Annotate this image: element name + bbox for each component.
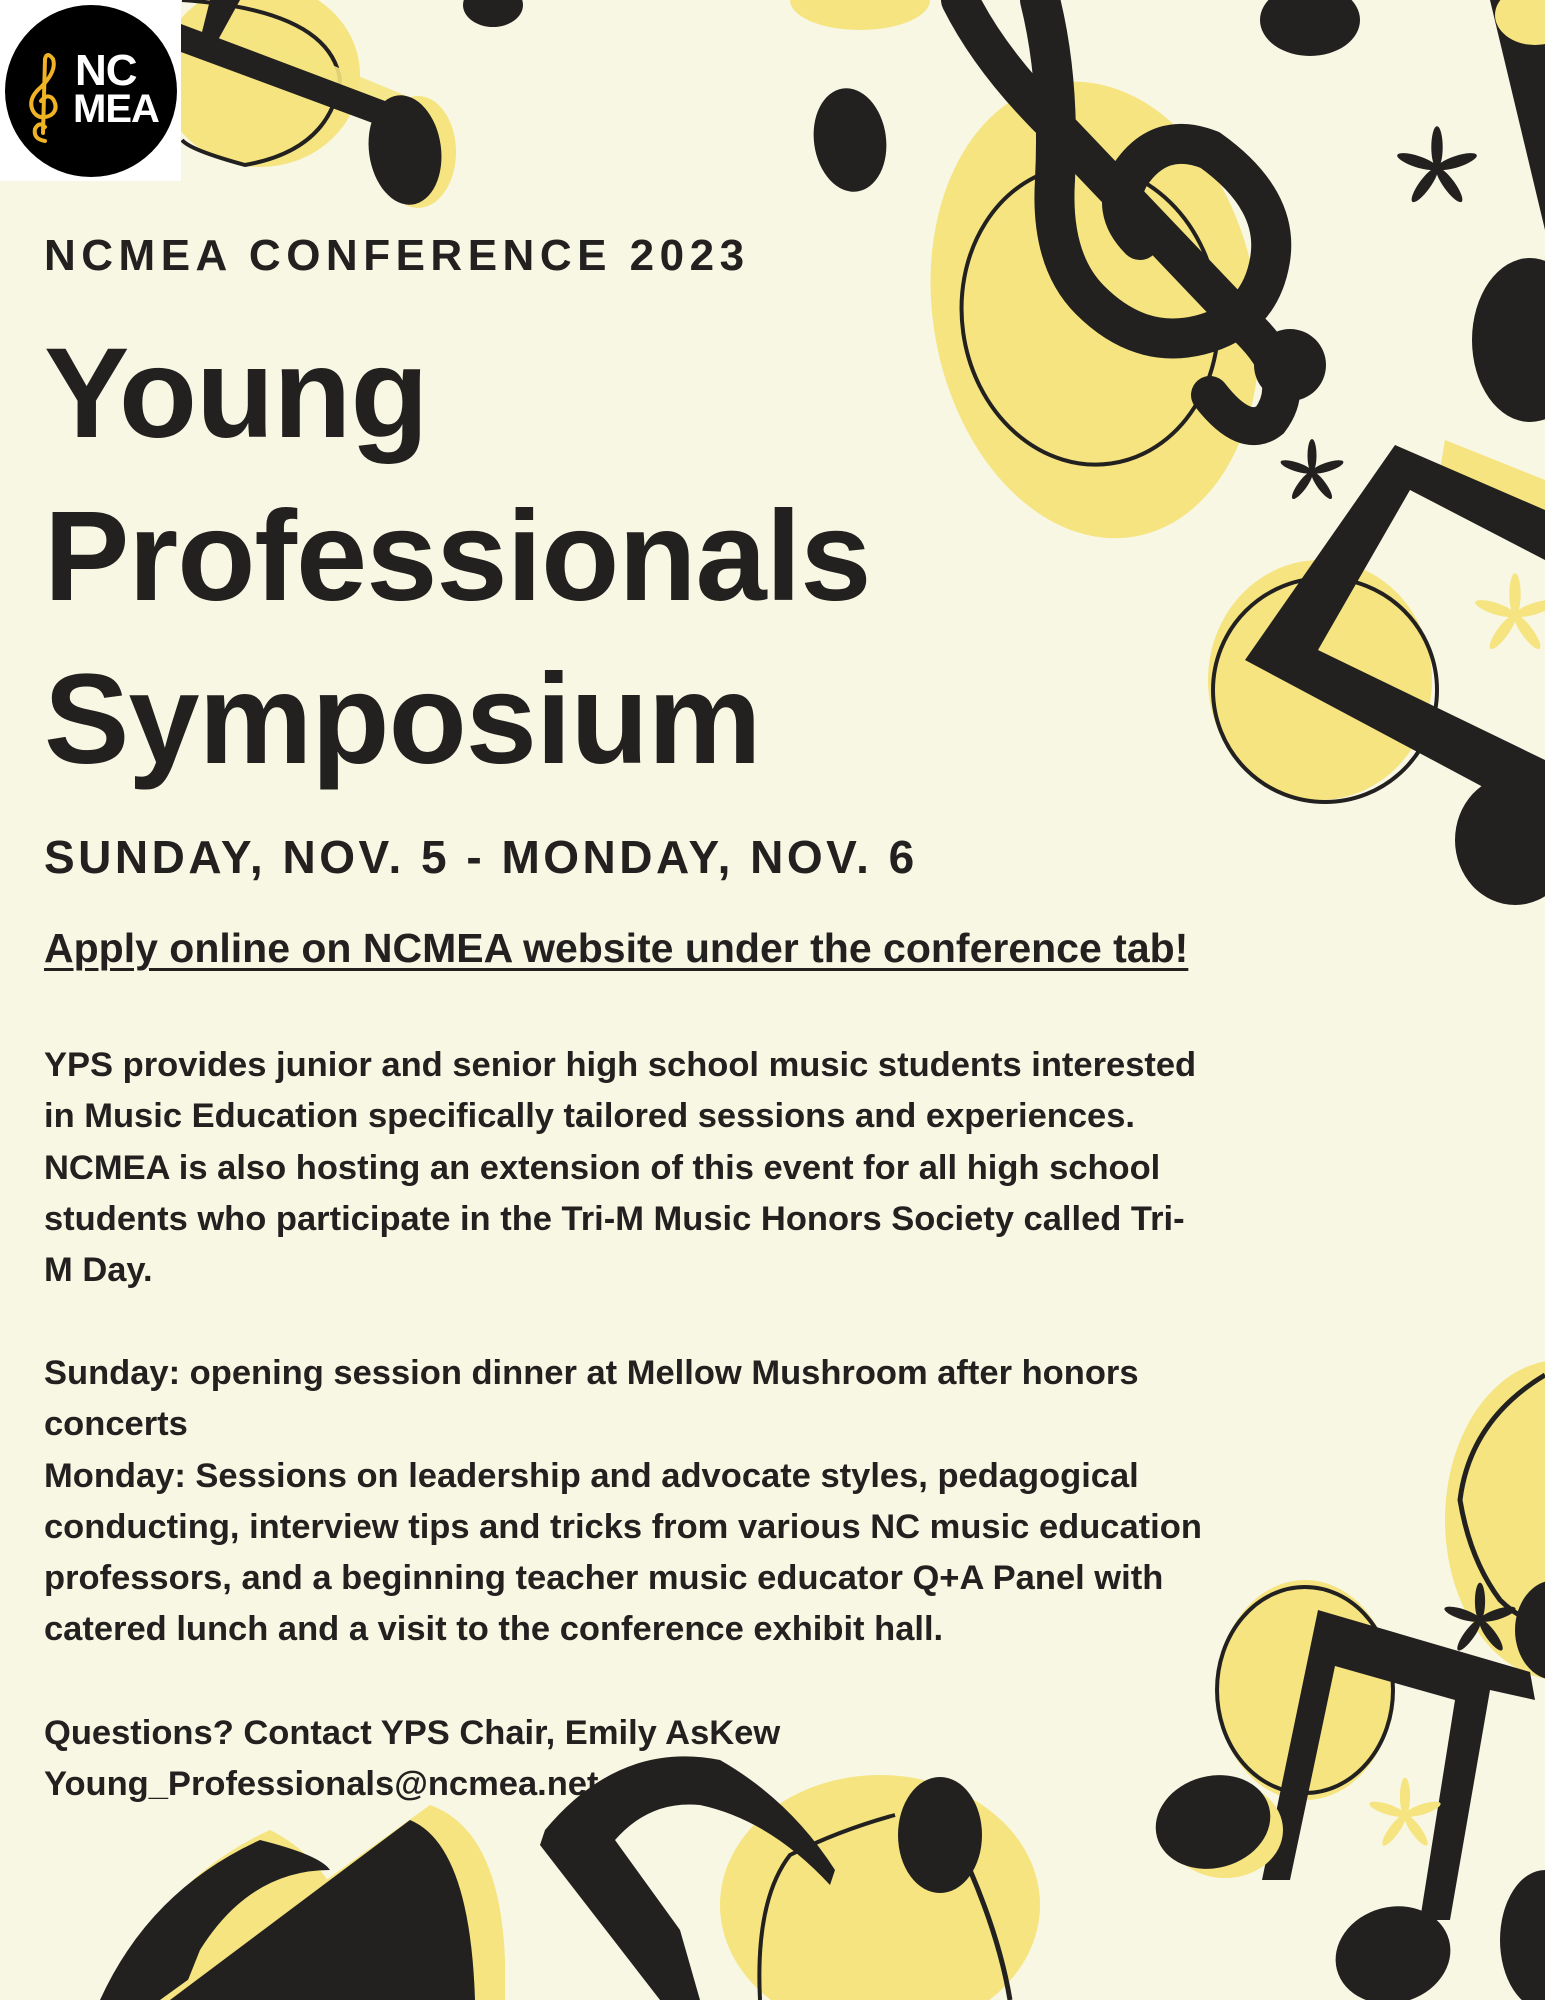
contact-paragraph	[44, 1708, 780, 1811]
contact-line: Questions? Contact YPS Chair, Emily AsKew	[44, 1714, 781, 1752]
treble-clef-icon	[790, 0, 1360, 565]
title-line: Symposium	[44, 648, 761, 791]
logo-circle	[5, 5, 177, 177]
schedule-sunday-line: Sunday: opening session dinner at Mellow Mushroom after honors	[44, 1354, 1139, 1392]
schedule-monday-line: catered lunch and a visit to the conference exhibit hall.	[44, 1610, 944, 1649]
paragraph-line: NCMEA is also hosting an extension of this event for all high school	[44, 1148, 1161, 1187]
ncmea-logo	[0, 0, 181, 181]
intro-paragraph	[44, 1040, 1196, 1296]
schedule-monday-line: Monday: Sessions on leadership and advocate styles, pedagogical	[44, 1456, 1139, 1495]
treble-clef-icon	[23, 53, 63, 143]
page-title	[44, 312, 870, 801]
paragraph-line: M Day.	[44, 1251, 153, 1290]
paragraph-line: YPS provides junior and senior high school music students interested	[44, 1046, 1197, 1084]
schedule-paragraph	[44, 1348, 1202, 1656]
eighth-notes-icon	[160, 0, 893, 209]
event-dates: SUNDAY, NOV. 5 - MONDAY, NOV. 6	[44, 831, 918, 883]
paragraph-line: students who participate in the Tri-M Music Honors Society called Tri-	[44, 1199, 1185, 1238]
paragraph-line: in Music Education specifically tailored sessions and experiences.	[44, 1097, 1135, 1136]
logo-text-nc: NC	[75, 46, 137, 95]
conference-kicker: NCMEA CONFERENCE 2023	[44, 231, 750, 280]
title-line: Young	[44, 322, 428, 465]
apply-online-link[interactable]: Apply online on NCMEA website under the conference tab!	[44, 925, 1189, 971]
schedule-monday-line: conducting, interview tips and tricks from various NC music education	[44, 1507, 1202, 1546]
schedule-sunday-line: concerts	[44, 1405, 188, 1444]
title-line: Professionals	[44, 485, 871, 628]
schedule-monday-line: professors, and a beginning teacher music educator Q+A Panel with	[44, 1559, 1164, 1598]
eighth-notes-icon	[1145, 1580, 1545, 2000]
contact-email[interactable]: Young_Professionals@ncmea.net	[44, 1765, 599, 1804]
logo-text-mea: MEA	[73, 87, 159, 131]
